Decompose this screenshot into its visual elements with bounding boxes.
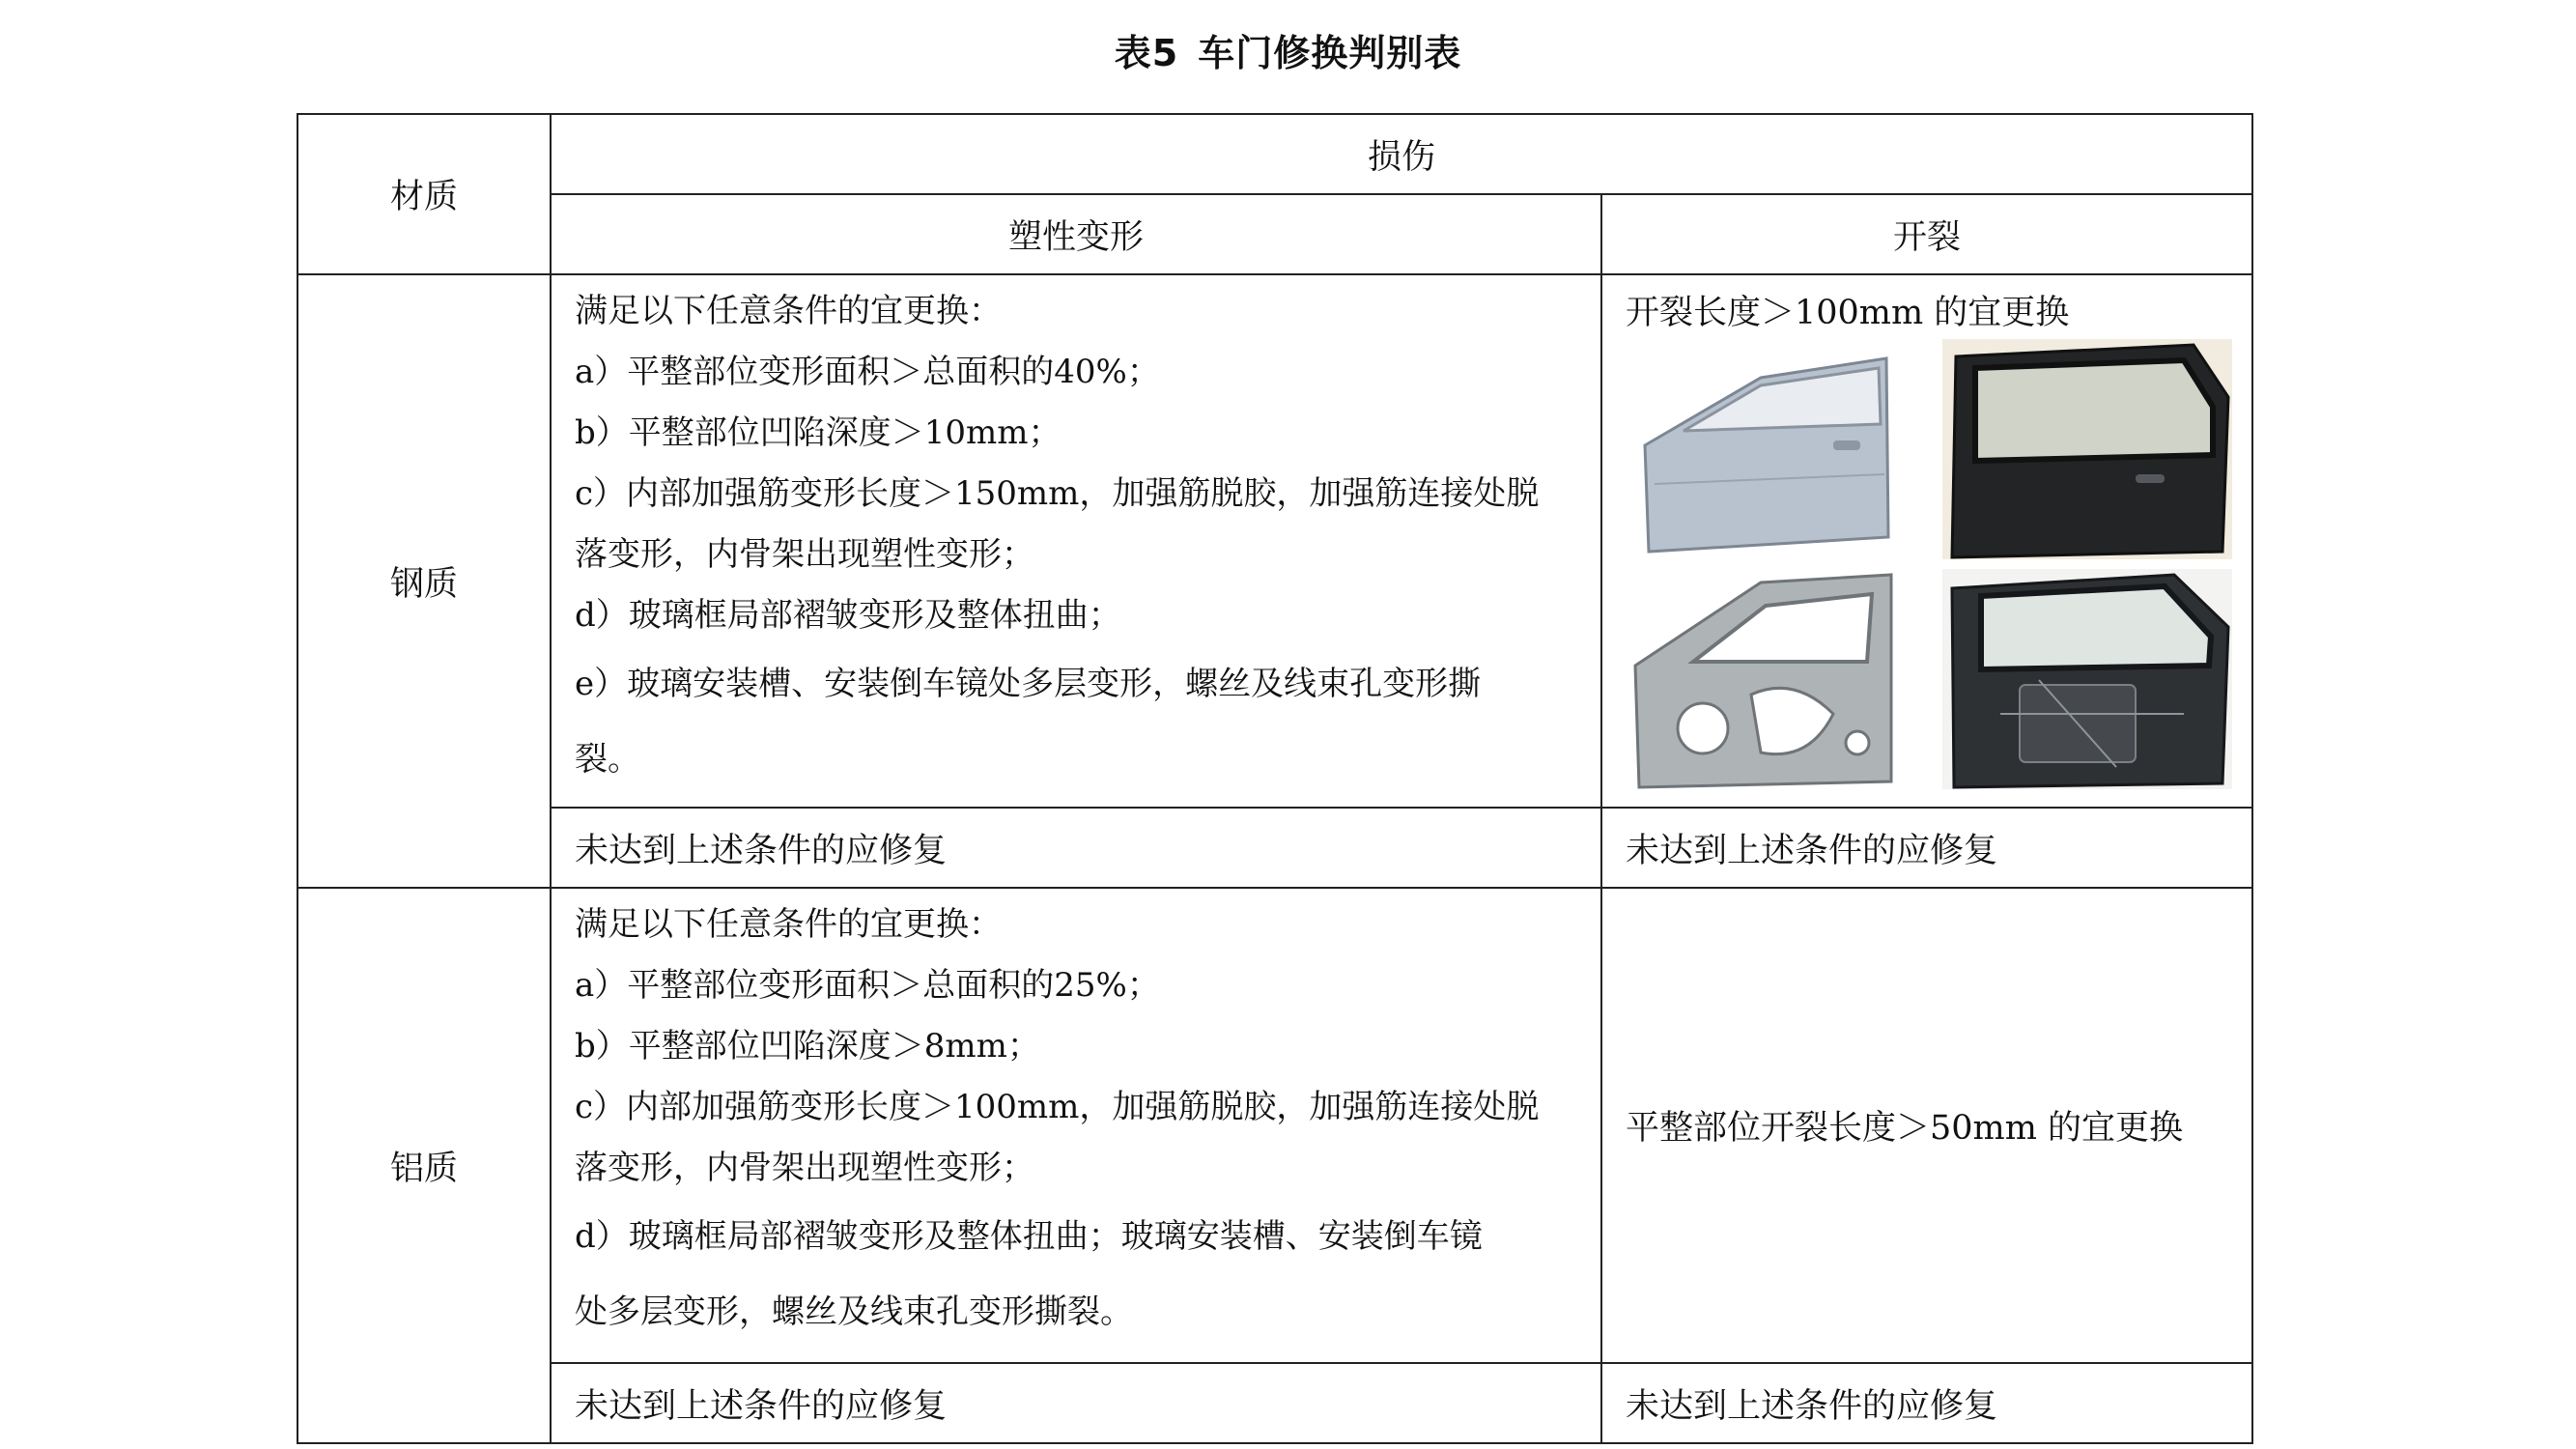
criteria-line: c）内部加强筋变形长度＞150mm，加强筋脱胶，加强筋连接处脱 xyxy=(575,474,1540,513)
criteria-line: d）玻璃框局部褶皱变形及整体扭曲； xyxy=(575,596,1121,635)
criteria-line: d）玻璃框局部褶皱变形及整体扭曲；玻璃安装槽、安装倒车镜 xyxy=(575,1217,1483,1256)
front-door-outer-photo xyxy=(1626,339,1896,559)
criteria-line: 落变形，内骨架出现塑性变形； xyxy=(575,535,1034,574)
criteria-line: 满足以下任意条件的宜更换： xyxy=(575,292,1002,330)
steel-plastic-repair: 未达到上述条件的应修复 xyxy=(551,808,1601,888)
aluminum-plastic-repair: 未达到上述条件的应修复 xyxy=(551,1363,1601,1443)
material-aluminum: 铝质 xyxy=(297,888,551,1443)
header-crack: 开裂 xyxy=(1601,194,2252,274)
steel-crack-criteria: 开裂长度＞100mm 的宜更换 xyxy=(1626,294,2070,332)
criteria-line: 裂。 xyxy=(575,740,640,779)
rear-door-inner-black-photo xyxy=(1942,569,2232,789)
door-replacement-table xyxy=(297,113,2253,1444)
front-door-inner-frame-photo xyxy=(1626,569,1896,789)
criteria-line: b）平整部位凹陷深度＞8mm； xyxy=(575,1027,1040,1065)
header-plastic-deformation: 塑性变形 xyxy=(551,194,1601,274)
steel-crack-cell xyxy=(1601,274,2252,808)
header-material: 材质 xyxy=(297,114,551,274)
material-steel: 钢质 xyxy=(297,274,551,888)
criteria-line: c）内部加强筋变形长度＞100mm，加强筋脱胶，加强筋连接处脱 xyxy=(575,1088,1540,1126)
table-number: 表5 xyxy=(1114,32,1179,74)
aluminum-crack-repair: 未达到上述条件的应修复 xyxy=(1601,1363,2252,1443)
criteria-line: e）玻璃安装槽、安装倒车镜处多层变形，螺丝及线束孔变形撕 xyxy=(575,665,1482,703)
page-title xyxy=(0,23,2576,76)
table-title: 车门修换判别表 xyxy=(1198,32,1462,74)
header-damage: 损伤 xyxy=(551,114,2252,194)
criteria-line: 处多层变形，螺丝及线束孔变形撕裂。 xyxy=(575,1293,1133,1331)
criteria-line: 落变形，内骨架出现塑性变形； xyxy=(575,1149,1034,1187)
criteria-line: a）平整部位变形面积＞总面积的25%； xyxy=(575,966,1160,1005)
aluminum-plastic-criteria xyxy=(551,888,1601,1363)
steel-plastic-criteria xyxy=(551,274,1601,808)
rear-door-outer-black-photo xyxy=(1942,339,2232,559)
criteria-line: a）平整部位变形面积＞总面积的40%； xyxy=(575,353,1160,391)
criteria-line: b）平整部位凹陷深度＞10mm； xyxy=(575,413,1062,452)
steel-crack-repair: 未达到上述条件的应修复 xyxy=(1601,808,2252,888)
aluminum-crack-criteria: 平整部位开裂长度＞50mm 的宜更换 xyxy=(1601,888,2252,1363)
criteria-line: 满足以下任意条件的宜更换： xyxy=(575,905,1002,944)
